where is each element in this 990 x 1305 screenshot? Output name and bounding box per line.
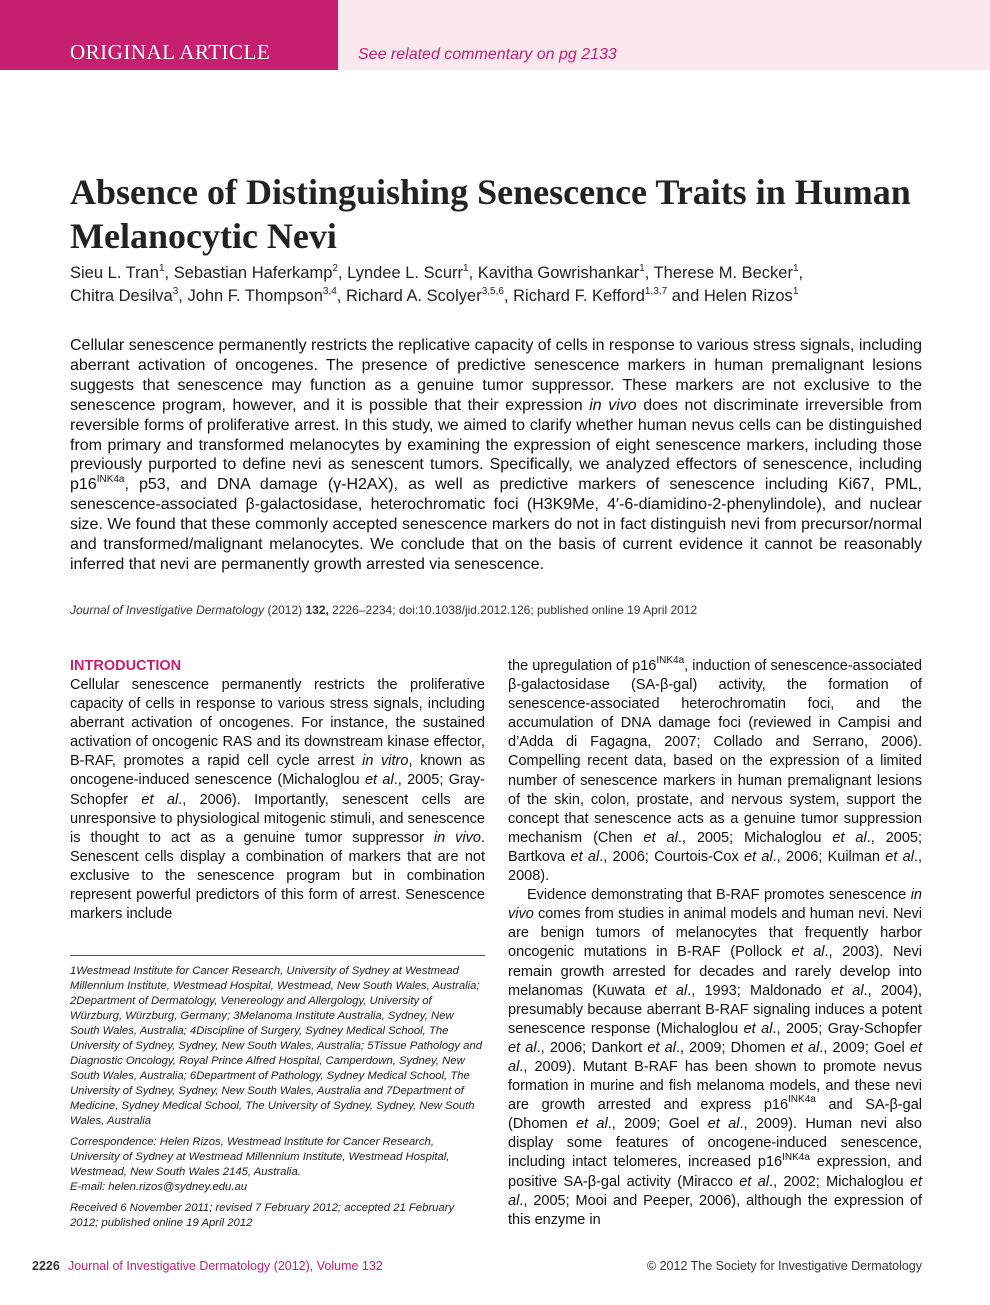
citation-line: Journal of Investigative Dermatology (2012) 132, 2226–2234; doi:10.1038/jid.2012.126; published online 19 April 2012 <box>70 603 698 617</box>
introduction-heading: INTRODUCTION <box>70 658 182 674</box>
left-column <box>70 657 485 924</box>
author-1[interactable]: Sieu L. Tran$^1$ <box>70 262 165 282</box>
article-type-tag <box>0 0 338 70</box>
article-type-label: ORIGINAL ARTICLE <box>70 40 271 64</box>
author-6[interactable]: Chitra Desilva$^3$ <box>70 285 179 305</box>
footer-journal: Journal of Investigative Dermatology (2012), Volume 132 <box>68 1259 383 1273</box>
author-list: Sieu L. Tran$^1$, Sebastian Haferkamp$^2$, Lyndee L. Scurr$^1$, Kavitha Gowrishankar$^1$, Therese M. Becker$^1$, Chitra Desilva$^3$, John F. Thompson$^{3,4}$, Richard A. Scolyer$^{3,5,6}$, Richard F. Kefford$^{1,3,7}$ and Helen Rizos$^1$ <box>70 262 804 305</box>
author-5[interactable]: Therese M. Becker$^1$ <box>653 262 799 282</box>
author-3[interactable]: Lyndee L. Scurr$^1$ <box>347 262 469 282</box>
page-footer <box>0 1257 990 1279</box>
article-dates: Received 6 November 2011; revised 7 February 2012; accepted 21 February 2012; published online 19 April 2012 <box>70 1202 455 1229</box>
intro-paragraph-1-cont: the upregulation of $p16^{INK4a}$, induction of senescence-associated β-galactosidase (SA-β-gal) activity, the formation of senescence-associated heterochromatin foci, and the accumulation of DNA damage foci (reviewed in Campisi and d’Adda di Fagagna, 2007; Collado and Serrano, 2006). Compelling recent data, based on the expression of a limited number of senescence markers in human premalignant lesions of the skin, colon, prostate, and nervous system, support the concept that senescence acts as a genuine tumor suppression mechanism (Chen et al., 2005; Michaloglou et al., 2005; Bartkova et al., 2006; Courtois-Cox et al., 2006; Kuilman et al., 2008). <box>508 655 922 885</box>
right-column <box>508 657 922 1230</box>
correspondence: Correspondence: Helen Rizos, Westmead Institute for Cancer Research, University of Sydney at Westmead Millennium Institute, Westmead Hospital, Westmead, New South Wales 2145, Australia. E-mail: helen.rizos@sydney.edu.au <box>70 1136 450 1193</box>
author-2[interactable]: Sebastian Haferkamp$^2$ <box>173 262 338 282</box>
footer-copyright: © 2012 The Society for Investigative Dermatology <box>646 1259 922 1273</box>
author-10[interactable]: Helen Rizos$^1$ <box>703 285 799 305</box>
author-4[interactable]: Kavitha Gowrishankar$^1$ <box>477 262 645 282</box>
intro-paragraph-2: Evidence demonstrating that B-RAF promotes senescence in vivo comes from studies in animal models and human nevi. Nevi are benign tumors of melanocytes that frequently harbor oncogenic mutations in B-RAF (Pollock et al., 2003). Nevi remain growth arrested for decades and rarely develop into melanomas (Kuwata et al., 1993; Maldonado et al., 2004), presumably because aberrant B-RAF signaling induces a potent senescence response (Michaloglou et al., 2005; Gray-Schopfer et al., 2006; Dankort et al., 2009; Dhomen et al., 2009; Goel et al., 2009). Mutant B-RAF has been shown to promote nevus formation in murine and fish melanoma models, and these nevi are growth arrested and express $p16^{INK4a}$ and SA-β-gal (Dhomen et al., 2009; Goel et al., 2009). Human nevi also display some features of oncogene-induced senescence, including intact telomeres, increased $p16^{INK4a}$ expression, and positive SA-β-gal activity (Miracco et al., 2002; Michaloglou et al., 2005; Mooi and Peeper, 2006), although the expression of this enzyme in <box>508 887 922 1228</box>
abstract: Cellular senescence permanently restricts the replicative capacity of cells in response to various stress signals, including aberrant activation of oncogenes. The presence of predictive senescence markers in human premalignant lesions suggests that senescence may function as a genuine tumor suppressor. These markers are not exclusive to the senescence program, however, and it is possible that their expression in vivo does not discriminate irreversible from reversible forms of proliferative arrest. In this study, we aimed to clarify whether human nevus cells can be distinguished from primary and transformed melanocytes by examining the expression of eight senescence markers, including those previously purported to define nevi as senescent tumors. Specifically, we analyzed effectors of senescence, including $p16^{INK4a}$, p53, and DNA damage (γ-H2AX), as well as predictive markers of senescence including Ki67, PML, senescence-associated β-galactosidase, heterochromatic foci (H3K9Me, 4′-6-diamidino-2-phenylindole), and nuclear size. We found that these commonly accepted senescence markers do not in fact distinguish nevi from precursor/normal and transformed/malignant melanocytes. We conclude that on the basis of current evidence it cannot be reasonably inferred that nevi are permanently growth arrested via senescence. <box>70 337 923 573</box>
intro-paragraph-1: Cellular senescence permanently restricts the proliferative capacity of cells in response to various stress signals, including aberrant activation of oncogenes. For instance, the sustained activation of oncogenic RAS and its downstream kinase effector, B-RAF, promotes a rapid cell cycle arrest in vitro, known as oncogene-induced senescence (Michaloglou et al., 2005; Gray-Schopfer et al., 2006). Importantly, senescent cells are unresponsive to physiological mitogenic stimuli, and senescence is thought to act as a genuine tumor suppressor in vivo. Senescent cells display a combination of markers that are not exclusive to the senescence program but in combination represent powerful predictors of this form of arrest. Senescence markers include <box>70 677 485 923</box>
page-number: 2226 <box>32 1259 60 1273</box>
author-8[interactable]: Richard A. Scolyer$^{3,5,6}$ <box>345 285 504 305</box>
author-9[interactable]: Richard F. Kefford$^{1,3,7}$ <box>513 285 668 305</box>
related-commentary-link[interactable]: See related commentary on pg 2133 <box>358 46 617 63</box>
email-link[interactable]: E-mail: helen.rizos@sydney.edu.au <box>70 1181 248 1193</box>
author-7[interactable]: John F. Thompson$^{3,4}$ <box>187 285 337 305</box>
footnotes <box>70 955 485 1237</box>
article-title: Absence of Distinguishing Senescence Traits in Human Melanocytic Nevi <box>70 172 911 256</box>
affiliations: 1Westmead Institute for Cancer Research, University of Sydney at Westmead Millennium Institute, Westmead Hospital, Westmead, New South Wales, Australia; 2Department of Dermatology, Venereology and Allergology, University of Würzburg, Würzburg, Germany; 3Melanoma Institute Australia, Sydney, New South Wales, Australia; 4Discipline of Surgery, Sydney Medical School, The University of Sydney, Sydney, New South Wales, Australia; 5Tissue Pathology and Diagnostic Oncology, Royal Prince Alfred Hospital, Camperdown, Sydney, New South Wales, Australia; 6Department of Pathology, Sydney Medical School, The University of Sydney, Sydney, New South Wales, Australia and 7Department of Medicine, Sydney Medical School, The University of Sydney, Sydney, New South Wales, Australia <box>70 965 483 1127</box>
